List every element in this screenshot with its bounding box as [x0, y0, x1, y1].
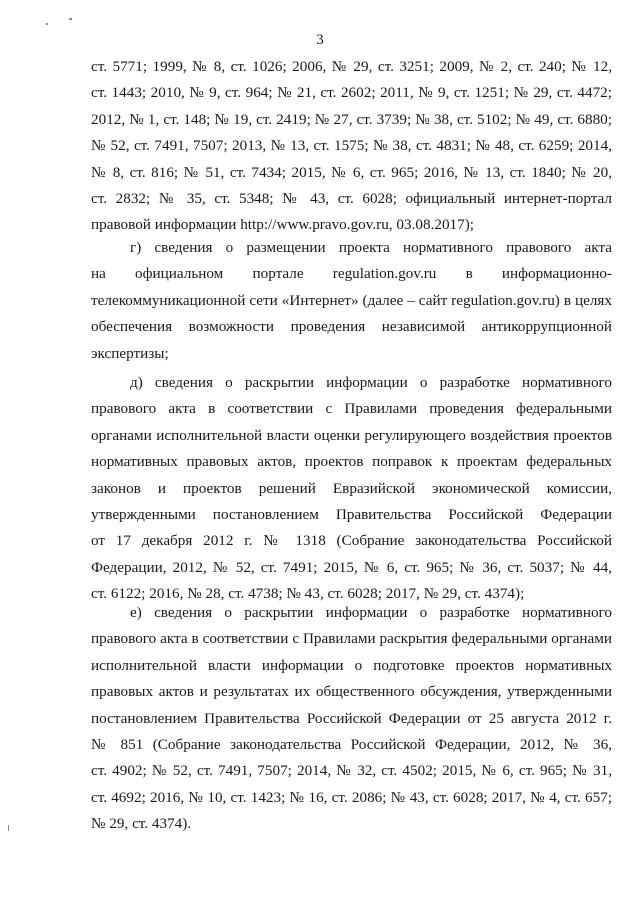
text-line: правовой информации http://www.pravo.gov.ru, 03.08.2017); — [91, 216, 475, 234]
text-line: обеспечения возможности проведения независимой антикоррупционной — [91, 318, 612, 336]
text-line: экспертизы; — [91, 344, 169, 362]
text-line: Федерации, 2012, № 52, ст. 7491; 2015, № 6, ст. 965; № 36, ст. 5037; № 44, — [91, 558, 612, 576]
text-line: утвержденными постановлением Правительства Российской Федерации — [91, 506, 612, 524]
text-line: законов и проектов решений Евразийской экономической комиссии, — [91, 479, 612, 497]
text-line: правового акта в соответствии с Правилами раскрытия федеральными органами — [91, 630, 612, 648]
text-line: ст. 4692; 2016, № 10, ст. 1423; № 16, ст. 2086; № 43, ст. 6028; 2017, № 4, ст. 657; — [91, 788, 612, 806]
text-line: исполнительной власти информации о подготовке проектов нормативных — [91, 656, 612, 674]
paragraph-e — [91, 600, 612, 838]
text-line: телекоммуникационной сети «Интернет» (далее – сайт regulation.gov.ru) в целях — [91, 291, 612, 309]
text-line: № 851 (Собрание законодательства Российской Федерации, 2012, № 36, — [91, 736, 612, 754]
text-line: правовых актов и результатах их общественного обсуждения, утвержденными — [91, 683, 612, 701]
paragraph-g — [91, 235, 612, 367]
text-line: от 17 декабря 2012 г. № 1318 (Собрание законодательства Российской — [91, 532, 612, 550]
text-line: 2012, № 1, ст. 148; № 19, ст. 2419; № 27, ст. 3739; № 38, ст. 5102; № 49, ст. 6880; — [91, 110, 612, 128]
text-line: ст. 4902; № 52, ст. 7491, 7507; 2014, № 32, ст. 4502; 2015, № 6, ст. 965; № 31, — [91, 762, 612, 780]
text-line: постановлением Правительства Российской Федерации от 25 августа 2012 г. — [91, 709, 612, 727]
text-line: ст. 6122; 2016, № 28, ст. 4738; № 43, ст. 6028; 2017, № 29, ст. 4374); — [91, 585, 525, 603]
scan-speck — [69, 18, 72, 20]
text-line: № 8, ст. 816; № 51, ст. 7434; 2015, № 6, ст. 965; 2016, № 13, ст. 1840; № 20, — [91, 163, 612, 181]
text-line: е) сведения о раскрытии информации о разработке нормативного — [130, 604, 612, 621]
text-line: ст. 5771; 1999, № 8, ст. 1026; 2006, № 29, ст. 3251; 2009, № 2, ст. 240; № 12, — [91, 58, 612, 75]
paragraph-continuation — [91, 54, 612, 239]
text-line: № 52, ст. 7491, 7507; 2013, № 13, ст. 1575; № 38, ст. 4831; № 48, ст. 6259; 2014, — [91, 137, 612, 155]
text-line: органами исполнительной власти оценки регулирующего воздействия проектов — [91, 426, 612, 444]
text-line: правового акта в соответствии с Правилами проведения федеральными — [91, 400, 612, 418]
paragraph-d — [91, 370, 612, 608]
text-line: на официальном портале regulation.gov.ru в информационно- — [91, 265, 612, 283]
text-line: г) сведения о размещении проекта нормативного правового акта — [130, 239, 612, 256]
text-line: ст. 1443; 2010, № 9, ст. 964; № 21, ст. 2602; 2011, № 9, ст. 1251; № 29, ст. 4472; — [91, 84, 612, 102]
page-number: 3 — [316, 32, 324, 48]
text-line: нормативных правовых актов, проектов поправок к проектам федеральных — [91, 453, 612, 471]
scan-speck — [46, 23, 48, 25]
text-line: д) сведения о раскрытии информации о разработке нормативного — [130, 374, 612, 391]
text-line: ст. 2832; № 35, ст. 5348; № 43, ст. 6028; официальный интернет-портал — [91, 190, 612, 208]
scan-speck — [8, 825, 9, 831]
text-line: № 29, ст. 4374). — [91, 815, 192, 833]
